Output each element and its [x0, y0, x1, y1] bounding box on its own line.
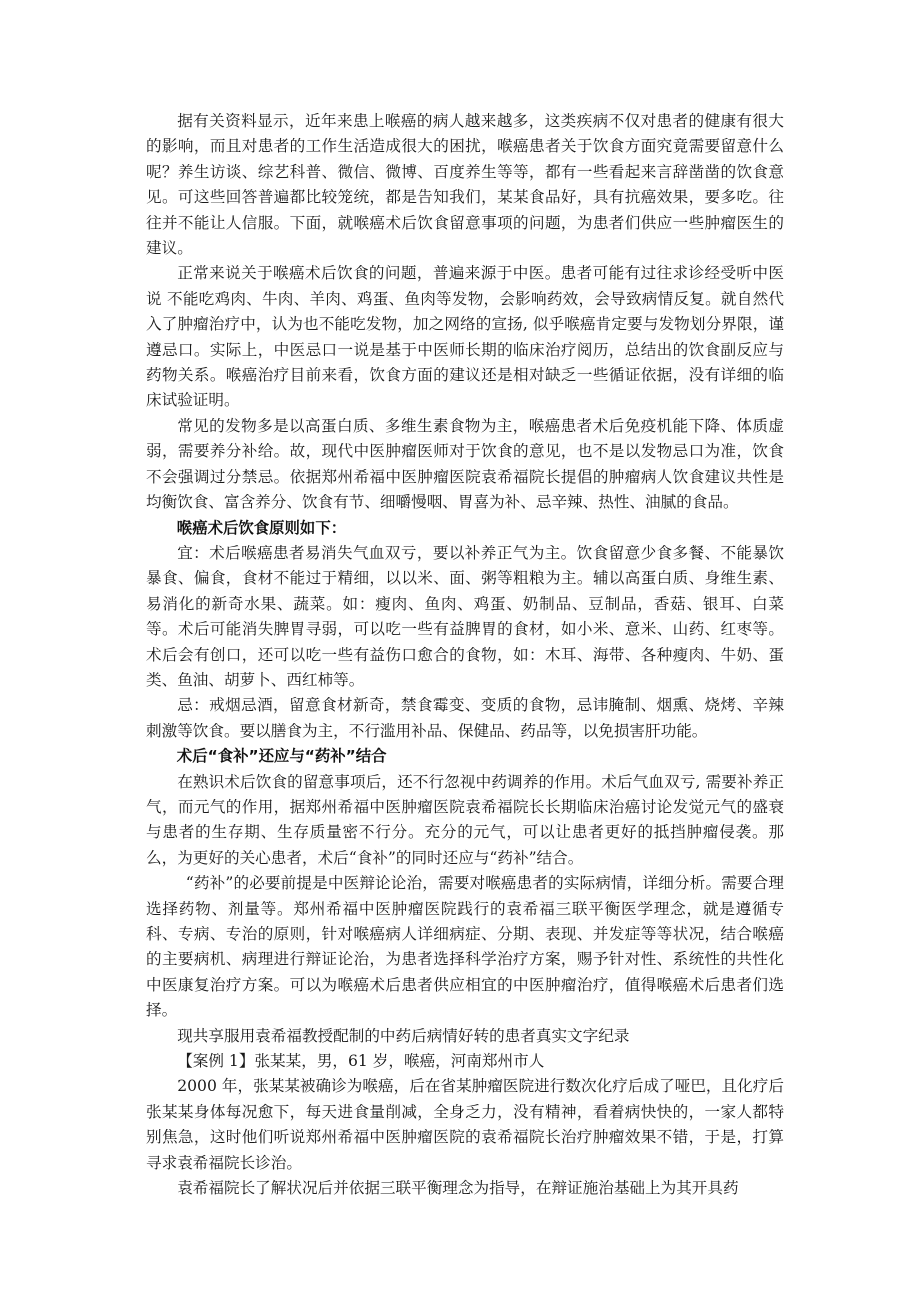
paragraph-tcm-origin: 正常来说关于喉癌术后饮食的问题，普遍来源于中医。患者可能有过往求诊经受听中医说 不能吃鸡肉、牛肉、羊肉、鸡蛋、鱼肉等发物，会影响药效，会导致病情反复。就自然代入了肿瘤治疗中，认为也不能吃发物，加之网络的宣扬, 似乎喉癌肯定要与发物划分界限，谨遵忌口。实际上，中医忌口一说是基于中医师长期的临床治疗阅历，总结出的饮食副反应与药物关系。喉癌治疗目前来看，饮食方面的建议还是相对缺乏一些循证依据，没有详细的临床试验证明。 [146, 264, 784, 410]
paragraph-fawu: 常见的发物多是以高蛋白质、多维生素食物为主，喉癌患者术后免疫机能下降、体质虚弱，需要养分补给。故，现代中医肿瘤医师对于饮食的意见，也不是以发物忌口为准，饮食不会强调过分禁忌。依据郑州希福中医肿瘤医院袁希福院长提倡的肿瘤病人饮食建议共性是 均衡饮食、富含养分、饮食有节、细嚼慢咽、胃喜为补、忌辛辣、热性、油腻的食品。 [146, 416, 784, 512]
article-body [146, 109, 784, 1201]
paragraph-case-history: 2000 年，张某某被确诊为喉癌，后在省某肿瘤医院进行数次化疗后成了哑巴，且化疗后张某某身体每况愈下，每天进食量削减，全身乏力，没有精神，看着病快快的，一家人都特别焦急，这时他们听说郑州希福中医肿瘤医院的袁希福院长治疗肿瘤效果不错，于是，打算寻求袁希福院长诊治。 [146, 1077, 784, 1172]
paragraph-case-title: 【案例 1】张某某，男，61 岁，喉癌，河南郑州市人 [177, 1052, 545, 1071]
paragraph-herb-role: 在熟识术后饮食的留意事项后，还不行忽视中药调养的作用。术后气血双亏, 需要补养正气，而元气的作用，据郑州希福中医肿瘤医院袁希福院长长期临床治癌讨论发觉元气的盛衰与患者的生存期、生存质量密不行分。充分的元气，可以让患者更好的抵挡肿瘤侵袭。那么，为更好的关心患者，术后“食补”的同时还应与“药补”结合。 [146, 772, 784, 867]
paragraph-intro: 据有关资料显示，近年来患上喉癌的病人越来越多，这类疾病不仅对患者的健康有很大的影响，而且对患者的工作生活造成很大的困扰，喉癌患者关于饮食方面究竟需要留意什么呢？养生访谈、综艺科普、微信、微博、百度养生等等，都有一些看起来言辞凿凿的饮食意见。可这些回答普遍都比较笼统，都是告知我们，某某食品好，具有抗癌效果，要多吃。往往并不能让人信服。下面，就喉癌术后饮食留意事项的问题，为患者们供应一些肿瘤医生的建议。 [146, 112, 784, 258]
paragraph-avoid: 忌：戒烟忌酒，留意食材新奇，禁食霉变、变质的食物，忌讳腌制、烟熏、烧烤、辛辣刺激等饮食。要以膳食为主，不行滥用补品、保健品、药品等，以免损害肝功能。 [146, 696, 784, 740]
paragraph-herb-premise: “药补”的必要前提是中医辩论论治，需要对喉癌患者的实际病情，详细分析。需要合理选择药物、剂量等。郑州希福中医肿瘤医院践行的袁希福三联平衡医学理念，就是遵循专科、专病、专治的原则，针对喉癌病人详细病症、分期、表现、并发症等等状况，结合喉癌的主要病机、病理进行辩证论治，为患者选择科学治疗方案，赐予针对性、系统性的共性化中医康复治疗方案。可以为喉癌术后患者供应相宜的中医肿瘤治疗，值得喉癌术后患者们选择。 [146, 874, 784, 1020]
paragraph-recommended: 宜：术后喉癌患者易消失气血双亏，要以补养正气为主。饮食留意少食多餐、不能暴饮暴食、偏食，食材不能过于精细，以以米、面、粥等粗粮为主。辅以高蛋白质、身维生素、易消化的新奇水果、蔬菜。如：瘦肉、鱼肉、鸡蛋、奶制品、豆制品，香菇、银耳、白菜等。术后可能消失脾胃寻弱，可以吃一些有益脾胃的食材，如小米、意米、山药、红枣等。术后会有创口，还可以吃一些有益伤口愈合的食物，如：木耳、海带、各种瘦肉、牛奶、蛋类、鱼油、胡萝卜、西红柿等。 [146, 543, 784, 689]
heading-diet-principles: 喉癌术后饮食原则如下： [176, 518, 347, 537]
paragraph-case-treatment: 袁希福院长了解状况后并依据三联平衡理念为指导，在辩证施治基础上为其开具药 [177, 1179, 739, 1198]
paragraph-share: 现共享服用袁希福教授配制的中药后病情好转的患者真实文字纪录 [177, 1026, 630, 1045]
heading-food-and-herb: 术后“食补”还应与“药补”结合 [176, 747, 387, 766]
